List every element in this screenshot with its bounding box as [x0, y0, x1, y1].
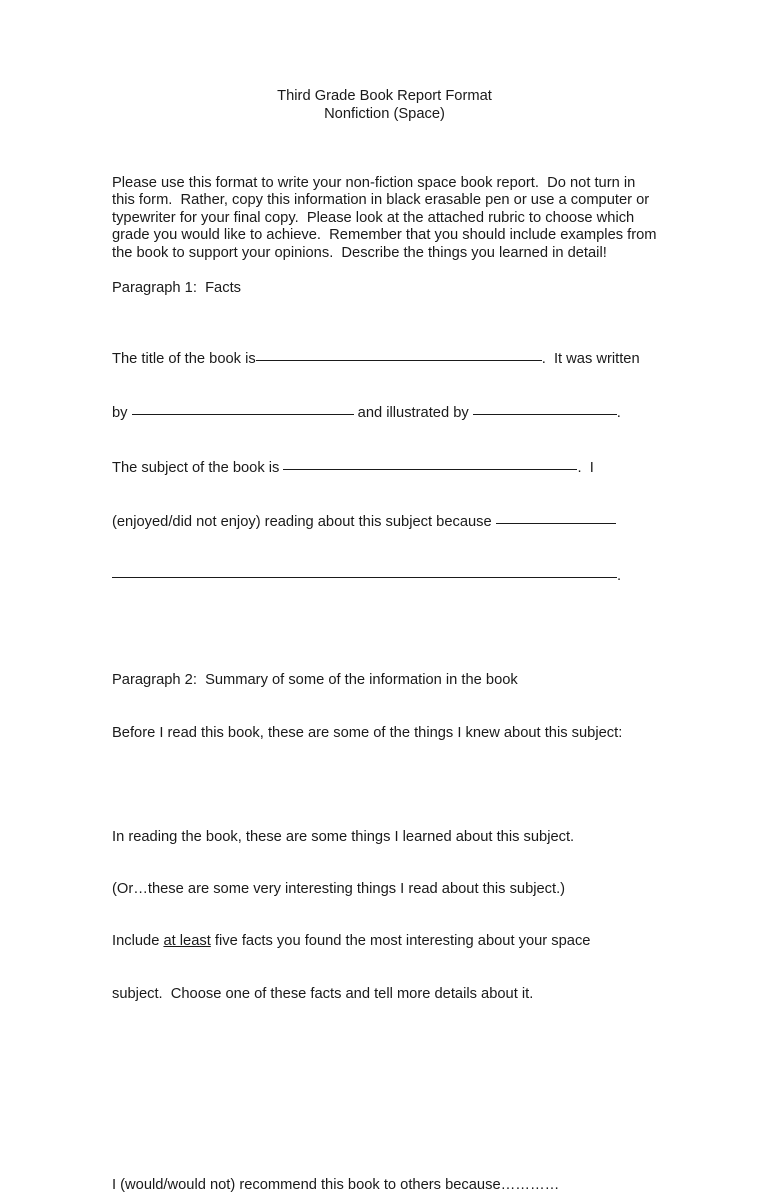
title-line-1: Third Grade Book Report Format — [277, 88, 492, 104]
opinion-blank-continued[interactable] — [112, 566, 617, 578]
subject-label: The subject of the book is — [112, 459, 284, 476]
spacer — [112, 1038, 657, 1177]
title-field-label: The title of the book is — [112, 351, 256, 368]
at-least-emphasis: at least — [163, 933, 211, 950]
opinion-blank[interactable] — [496, 512, 616, 524]
spacer — [112, 620, 657, 672]
title-field-suffix: . It was written — [541, 351, 640, 368]
illustrator-suffix: . — [616, 405, 621, 422]
opinion-end-punctuation: . — [617, 568, 622, 585]
intro-paragraph: Please use this format to write your non-fiction space book report. Do not turn in this form. Rather, copy this information in black erasable pen or use a computer or typewriter for your final copy. Please look at the attached rubric to choose which grade you would like to achieve. Remember that you should include examples from the book to support your opinions. Describe the things you learned in detail! — [112, 175, 661, 261]
subject-blank[interactable] — [283, 458, 577, 470]
author-label: by — [112, 405, 132, 422]
document-body — [112, 88, 661, 1194]
author-illustrator-line — [112, 403, 657, 422]
title-field-line — [112, 349, 657, 368]
title-line-2: Nonfiction (Space) — [324, 105, 445, 122]
subject-field-line — [112, 458, 657, 477]
learned-line-1: In reading the book, these are some things I learned about this subject. — [112, 828, 575, 845]
document-title — [112, 88, 657, 123]
learned-instructions — [112, 794, 657, 1038]
paragraph1-heading: Paragraph 1: Facts — [112, 280, 241, 297]
book-title-blank[interactable] — [256, 349, 542, 361]
paragraph1-fields — [112, 314, 657, 620]
spacer — [112, 123, 657, 175]
learned-line-2: (Or…these are some very interesting things I read about this subject.) — [112, 881, 566, 898]
recommendation-line: I (would/would not) recommend this book to others because………… — [112, 1176, 560, 1193]
opinion-field-line — [112, 512, 657, 531]
illustrator-blank[interactable] — [473, 403, 617, 415]
paragraph2-heading: Paragraph 2: Summary of some of the information in the book — [112, 672, 518, 689]
prior-knowledge-prompt: Before I read this book, these are some of the things I knew about this subject: — [112, 724, 623, 741]
spacer — [112, 262, 657, 280]
opinion-label: (enjoyed/did not enjoy) reading about this subject because — [112, 513, 496, 530]
spacer — [112, 742, 657, 794]
spacer — [112, 690, 657, 725]
include-label: Include — [112, 933, 164, 950]
include-suffix: five facts you found the most interesting about your space — [210, 933, 591, 950]
learned-line-3 — [112, 933, 657, 950]
spacer — [112, 297, 657, 314]
illustrator-label: and illustrated by — [353, 405, 473, 422]
opinion-continuation-line — [112, 566, 657, 585]
subject-suffix: . I — [577, 459, 594, 476]
learned-line-4: subject. Choose one of these facts and tell more details about it. — [112, 985, 534, 1002]
author-blank[interactable] — [132, 403, 354, 415]
